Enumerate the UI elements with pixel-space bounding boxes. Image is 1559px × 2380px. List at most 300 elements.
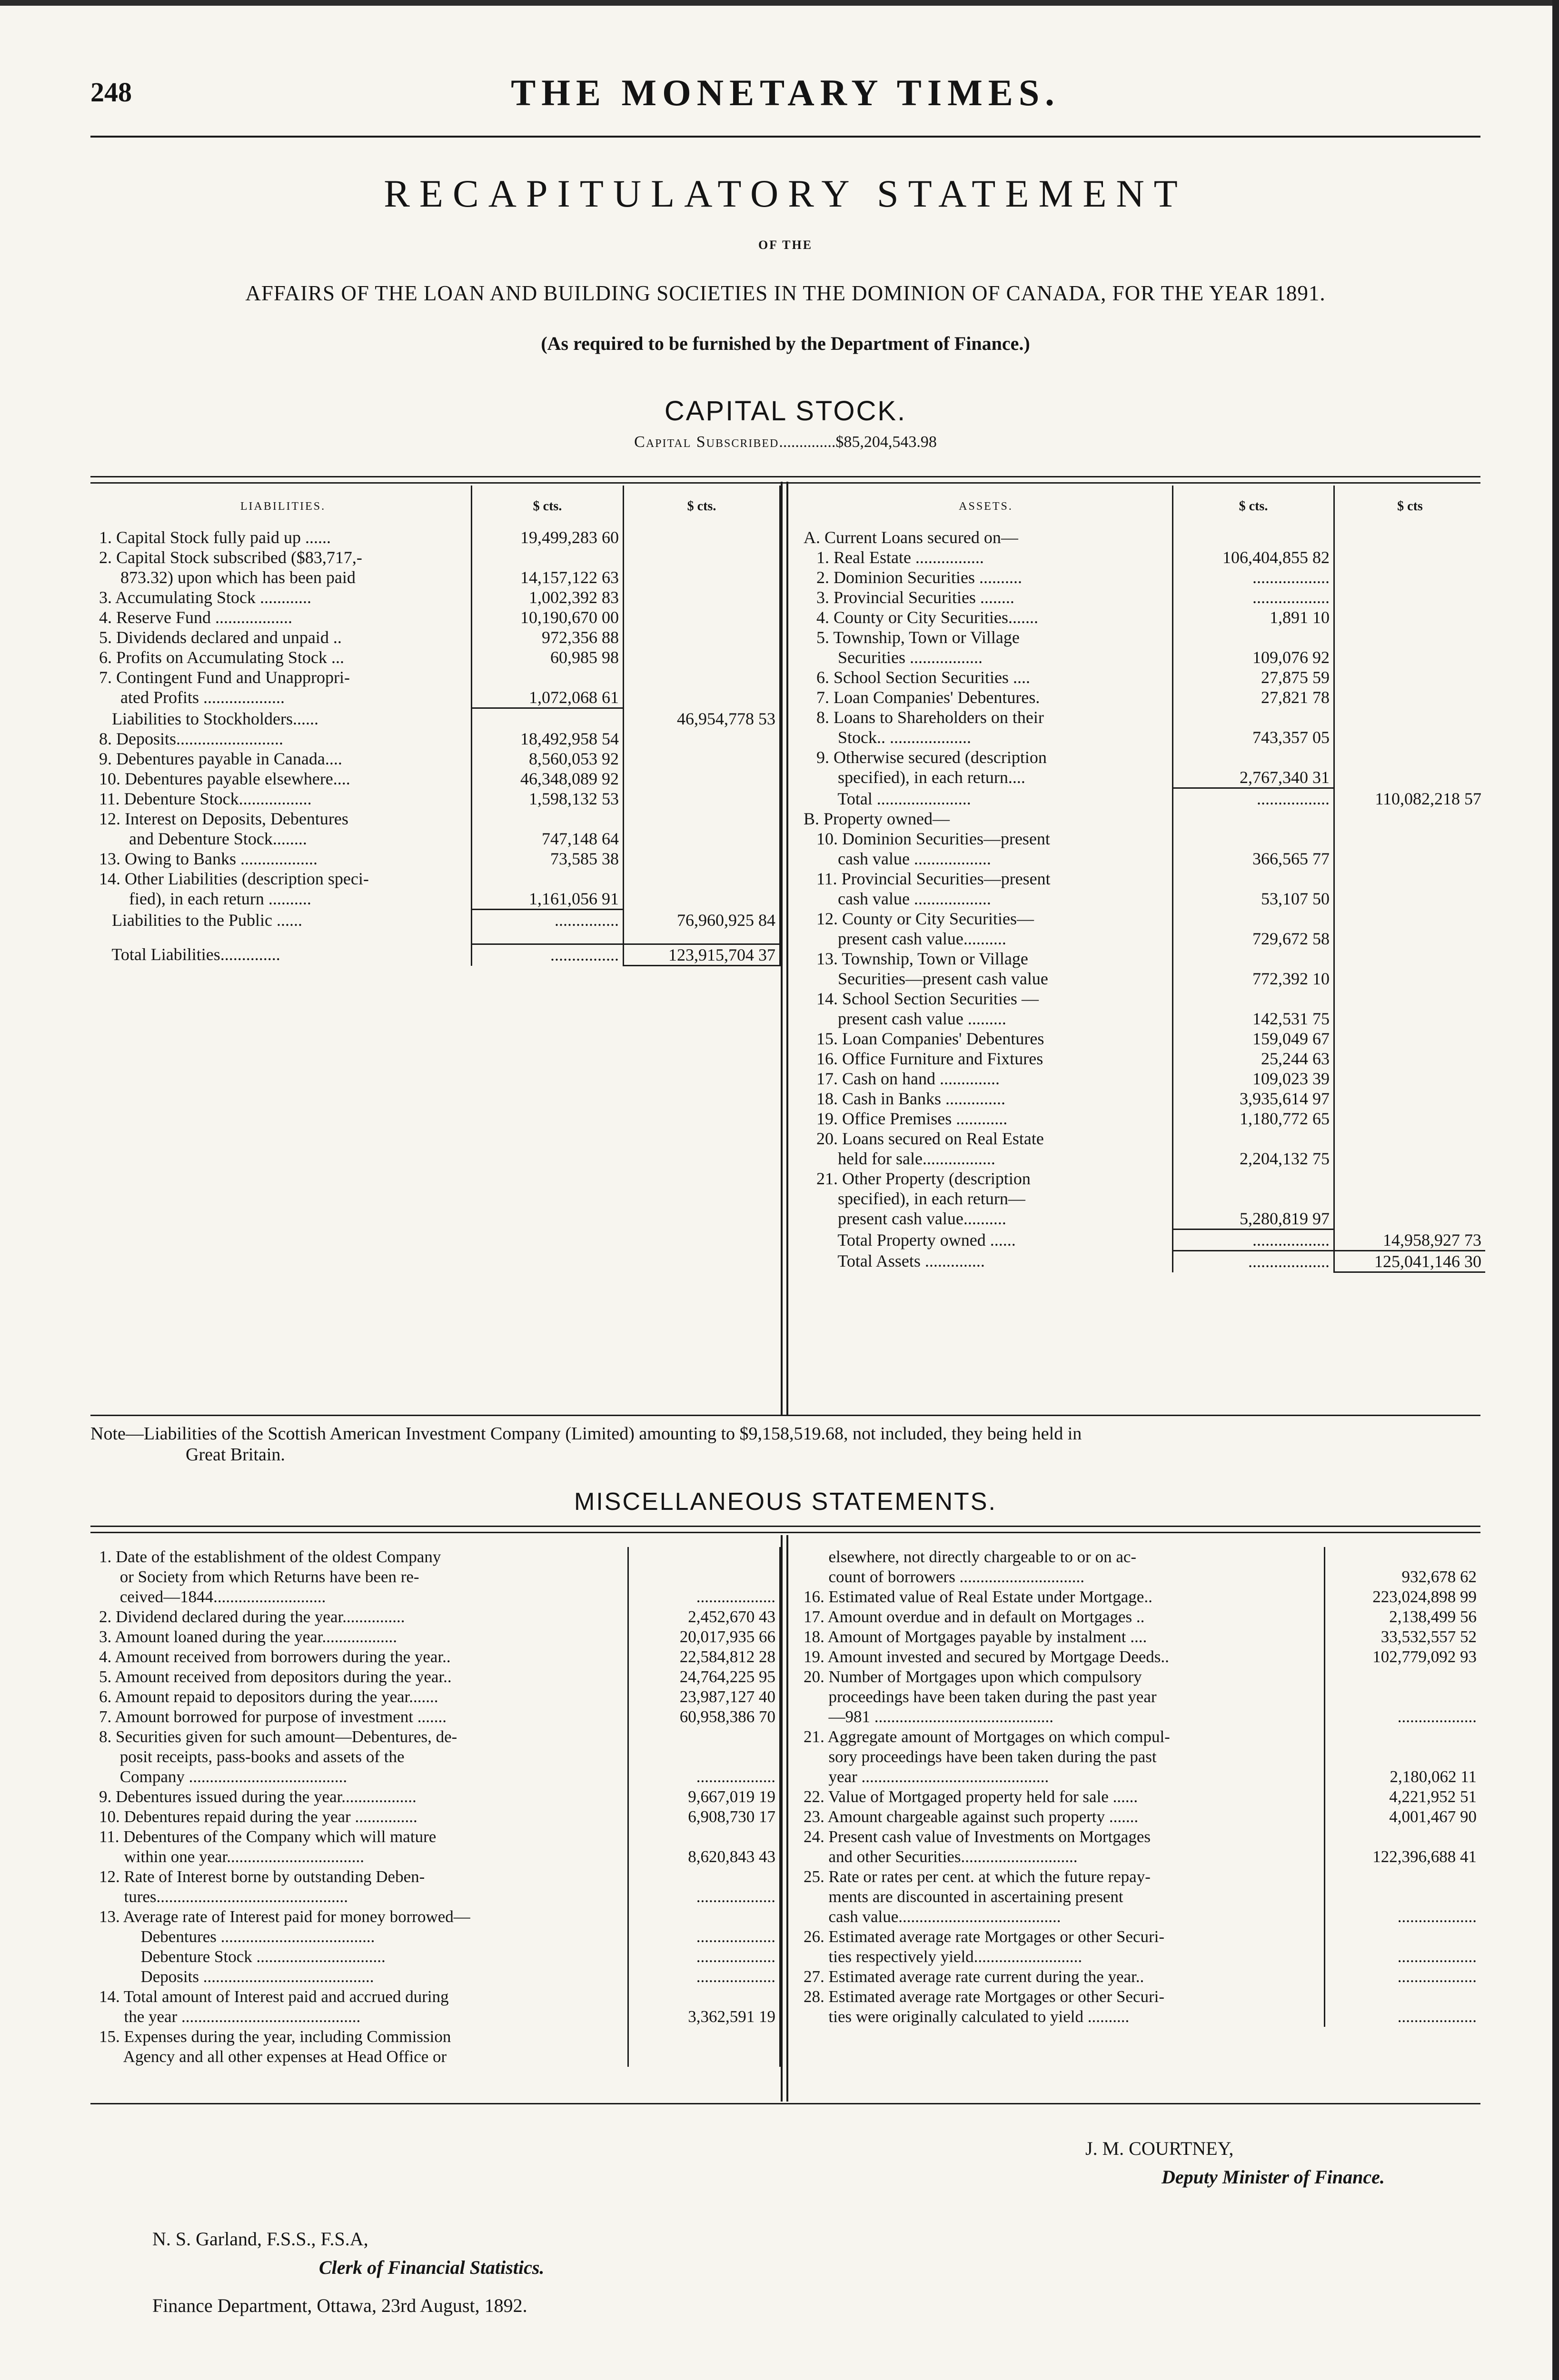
asset-row bbox=[800, 889, 1485, 909]
liability-value-1: 1,002,392 83 bbox=[472, 587, 624, 607]
asset-value-2 bbox=[1334, 607, 1486, 627]
asset-value-1 bbox=[1173, 527, 1334, 547]
asset-row bbox=[800, 789, 1485, 809]
asset-label: 5. Township, Town or Village bbox=[804, 628, 1020, 647]
asset-value-2 bbox=[1334, 707, 1486, 727]
misc-right-value: 2,180,062 11 bbox=[1325, 1767, 1481, 1787]
asset-row bbox=[800, 727, 1485, 747]
asset-row bbox=[800, 929, 1485, 949]
misc-right-label: 17. Amount overdue and in default on Mortgages .. bbox=[804, 1607, 1145, 1626]
misc-left-row bbox=[95, 1907, 780, 1927]
misc-left-label: 10. Debentures repaid during the year ............... bbox=[99, 1807, 417, 1826]
misc-left-value bbox=[628, 1747, 780, 1767]
misc-center-divider bbox=[781, 1535, 783, 2102]
misc-right-value bbox=[1325, 1747, 1481, 1767]
asset-label: Total Property owned ...... bbox=[804, 1230, 1016, 1250]
misc-right-row bbox=[800, 1987, 1480, 2007]
misc-left-label: Agency and all other expenses at Head Office or bbox=[99, 2047, 447, 2066]
asset-value-2 bbox=[1334, 527, 1486, 547]
asset-row bbox=[800, 1109, 1485, 1129]
misc-right-row bbox=[800, 1907, 1480, 1927]
misc-left-value: 3,362,591 19 bbox=[628, 2007, 780, 2027]
liability-row bbox=[95, 889, 780, 910]
asset-value-2 bbox=[1334, 547, 1486, 567]
misc-left-label: 14. Total amount of Interest paid and accrued during bbox=[99, 1987, 449, 2006]
asset-row bbox=[800, 1189, 1485, 1209]
page-number: 248 bbox=[90, 77, 132, 108]
page-top-border bbox=[0, 0, 1559, 6]
liability-value-2 bbox=[624, 769, 780, 789]
liability-value-2 bbox=[624, 869, 780, 889]
misc-left-label: 1. Date of the establishment of the oldest Company bbox=[99, 1547, 441, 1566]
misc-left-value bbox=[628, 1867, 780, 1887]
asset-value-2 bbox=[1334, 809, 1486, 829]
misc-right-row bbox=[800, 1547, 1480, 1567]
misc-right-value bbox=[1325, 1867, 1481, 1887]
misc-left-value bbox=[628, 2047, 780, 2067]
center-column-divider-2 bbox=[786, 482, 788, 1415]
asset-value-2 bbox=[1334, 909, 1486, 929]
asset-row bbox=[800, 607, 1485, 627]
liability-row bbox=[95, 607, 780, 627]
misc-right-value: 33,532,557 52 bbox=[1325, 1627, 1481, 1647]
asset-value-1 bbox=[1173, 809, 1334, 829]
liability-value-2: 76,960,925 84 bbox=[624, 910, 780, 930]
page-right-edge bbox=[1552, 0, 1559, 2380]
misc-left-label: 15. Expenses during the year, including Commission bbox=[99, 2027, 451, 2046]
misc-left-label: Deposits ......................................... bbox=[99, 1967, 374, 1986]
misc-left-row bbox=[95, 1887, 780, 1907]
asset-row bbox=[800, 547, 1485, 567]
asset-row bbox=[800, 587, 1485, 607]
misc-left-label: 3. Amount loaned during the year.................. bbox=[99, 1627, 397, 1646]
liability-row bbox=[95, 789, 780, 809]
liability-value-1: 972,356 88 bbox=[472, 627, 624, 647]
asset-value-1: 743,357 05 bbox=[1173, 727, 1334, 747]
liabilities-header-row bbox=[95, 486, 780, 527]
misc-right-value bbox=[1325, 1687, 1481, 1707]
page-header bbox=[90, 71, 1480, 124]
liability-row bbox=[95, 769, 780, 789]
misc-right-label: ties were originally calculated to yield .......... bbox=[804, 2007, 1130, 2026]
misc-right-row bbox=[800, 1747, 1480, 1767]
asset-label: 9. Otherwise secured (description bbox=[804, 748, 1047, 767]
liabilities-total-label: Total Liabilities.............. bbox=[99, 944, 280, 964]
asset-label: Securities—present cash value bbox=[804, 969, 1048, 988]
asset-value-2 bbox=[1334, 767, 1486, 788]
misc-left-row bbox=[95, 2007, 780, 2027]
liability-label: 10. Debentures payable elsewhere.... bbox=[99, 769, 350, 788]
liabilities-total-row bbox=[95, 944, 780, 966]
misc-left-value: ................... bbox=[628, 1767, 780, 1787]
liability-label: 2. Capital Stock subscribed ($83,717,- bbox=[99, 548, 362, 567]
asset-row bbox=[800, 767, 1485, 788]
misc-right-value bbox=[1325, 1827, 1481, 1847]
liability-value-2 bbox=[624, 829, 780, 849]
asset-value-2 bbox=[1334, 989, 1486, 1009]
misc-right-row bbox=[800, 1867, 1480, 1887]
asset-value-2 bbox=[1334, 829, 1486, 849]
asset-label: 13. Township, Town or Village bbox=[804, 949, 1028, 968]
liability-label: 13. Owing to Banks .................. bbox=[99, 849, 318, 868]
liability-row bbox=[95, 849, 780, 869]
asset-label: 18. Cash in Banks .............. bbox=[804, 1089, 1006, 1108]
misc-right-label: 21. Aggregate amount of Mortgages on which compul- bbox=[804, 1727, 1170, 1746]
misc-left-row bbox=[95, 1847, 780, 1867]
liability-label: 9. Debentures payable in Canada.... bbox=[99, 749, 342, 768]
misc-left-row bbox=[95, 1807, 780, 1827]
asset-value-2 bbox=[1334, 1129, 1486, 1149]
liability-value-2 bbox=[624, 647, 780, 667]
misc-left-value bbox=[628, 1727, 780, 1747]
misc-left-row bbox=[95, 1727, 780, 1747]
misc-left-value: 6,908,730 17 bbox=[628, 1807, 780, 1827]
assets-total-v1: ................... bbox=[1173, 1251, 1334, 1272]
asset-value-2 bbox=[1334, 627, 1486, 647]
masthead-rule bbox=[90, 136, 1480, 138]
liability-row bbox=[95, 749, 780, 769]
liability-label: 6. Profits on Accumulating Stock ... bbox=[99, 648, 344, 667]
capital-stock-title: CAPITAL STOCK. bbox=[664, 396, 907, 426]
misc-right-row bbox=[800, 1947, 1480, 1967]
misc-right-label: sory proceedings have been taken during the past bbox=[804, 1747, 1157, 1766]
asset-value-1: 109,023 39 bbox=[1173, 1069, 1334, 1089]
center-column-divider bbox=[781, 482, 783, 1415]
misc-left-value: ................... bbox=[628, 1947, 780, 1967]
liability-value-1 bbox=[472, 809, 624, 829]
liability-value-1: 10,190,670 00 bbox=[472, 607, 624, 627]
liabilities-table bbox=[95, 486, 781, 966]
asset-row bbox=[800, 1169, 1485, 1189]
misc-left-value: 22,584,812 28 bbox=[628, 1647, 780, 1667]
asset-value-2 bbox=[1334, 647, 1486, 667]
misc-left-label: Debenture Stock ............................... bbox=[99, 1947, 386, 1966]
asset-value-2 bbox=[1334, 1209, 1486, 1230]
assets-total-v2: 125,041,146 30 bbox=[1334, 1251, 1486, 1272]
misc-left-value bbox=[628, 2027, 780, 2047]
liability-value-2 bbox=[624, 809, 780, 829]
misc-left-value: ................... bbox=[628, 1967, 780, 1987]
liability-label: and Debenture Stock........ bbox=[99, 829, 307, 848]
asset-label: 7. Loan Companies' Debentures. bbox=[804, 688, 1040, 707]
misc-left-value: ................... bbox=[628, 1587, 780, 1607]
asset-label: 3. Provincial Securities ........ bbox=[804, 588, 1014, 607]
misc-right-row bbox=[800, 1667, 1480, 1687]
liability-value-1: 73,585 38 bbox=[472, 849, 624, 869]
liability-value-2 bbox=[624, 889, 780, 910]
asset-value-2 bbox=[1334, 1109, 1486, 1129]
asset-value-1 bbox=[1173, 989, 1334, 1009]
asset-row bbox=[800, 829, 1485, 849]
liability-value-2 bbox=[624, 567, 780, 587]
asset-value-2 bbox=[1334, 727, 1486, 747]
misc-left-value bbox=[628, 1547, 780, 1567]
asset-value-2 bbox=[1334, 1069, 1486, 1089]
misc-right-value: ................... bbox=[1325, 1967, 1481, 1987]
liability-value-1: 1,598,132 53 bbox=[472, 789, 624, 809]
misc-right-value: 932,678 62 bbox=[1325, 1567, 1481, 1587]
asset-value-1 bbox=[1173, 627, 1334, 647]
misc-right-label: 23. Amount chargeable against such property ....... bbox=[804, 1807, 1139, 1826]
misc-left-value: 9,667,019 19 bbox=[628, 1787, 780, 1807]
asset-label: cash value .................. bbox=[804, 889, 991, 908]
misc-right-label: 28. Estimated average rate Mortgages or other Securi- bbox=[804, 1987, 1165, 2006]
asset-label: B. Property owned— bbox=[804, 809, 950, 828]
misc-right-row bbox=[800, 1847, 1480, 1867]
liability-row bbox=[95, 869, 780, 889]
liabilities-col1-header: $ cts. bbox=[472, 486, 624, 527]
asset-value-1: 109,076 92 bbox=[1173, 647, 1334, 667]
asset-label: present cash value.......... bbox=[804, 929, 1006, 948]
asset-value-2 bbox=[1334, 1029, 1486, 1049]
misc-left-row bbox=[95, 1927, 780, 1947]
misc-left-value: ................... bbox=[628, 1887, 780, 1907]
misc-left-row bbox=[95, 1967, 780, 1987]
liability-row bbox=[95, 567, 780, 587]
misc-right-value: 4,001,467 90 bbox=[1325, 1807, 1481, 1827]
liability-value-1: 1,072,068 61 bbox=[472, 687, 624, 708]
asset-value-1: 3,935,614 97 bbox=[1173, 1089, 1334, 1109]
liabilities-header: LIABILITIES. bbox=[240, 500, 326, 513]
misc-left-value bbox=[628, 1987, 780, 2007]
asset-row bbox=[800, 989, 1485, 1009]
liability-label: 4. Reserve Fund .................. bbox=[99, 608, 292, 627]
liability-row bbox=[95, 527, 780, 547]
asset-label: present cash value.......... bbox=[804, 1209, 1006, 1228]
misc-left-label: within one year................................. bbox=[99, 1847, 365, 1866]
misc-bottom-rule bbox=[90, 2103, 1480, 2104]
asset-value-1 bbox=[1173, 1169, 1334, 1189]
misc-right-row bbox=[800, 1767, 1480, 1787]
statement-subtitle: AFFAIRS OF THE LOAN AND BUILDING SOCIETIES IN THE DOMINION OF CANADA, FOR THE YEAR 1891. bbox=[245, 281, 1326, 305]
liability-value-1: 18,492,958 54 bbox=[472, 729, 624, 749]
misc-right-value bbox=[1325, 1667, 1481, 1687]
asset-value-2 bbox=[1334, 849, 1486, 869]
misc-left-value: 60,958,386 70 bbox=[628, 1707, 780, 1727]
asset-value-1: 27,875 59 bbox=[1173, 667, 1334, 687]
assets-header-row bbox=[800, 486, 1485, 527]
misc-right-value: 4,221,952 51 bbox=[1325, 1787, 1481, 1807]
liability-label: 14. Other Liabilities (description speci- bbox=[99, 869, 369, 888]
liability-label: fied), in each return .......... bbox=[99, 889, 311, 908]
signature-courtney: J. M. COURTNEY, bbox=[1085, 2138, 1234, 2159]
asset-row bbox=[800, 1009, 1485, 1029]
liability-value-2 bbox=[624, 729, 780, 749]
misc-right-value bbox=[1325, 1547, 1481, 1567]
misc-left-row bbox=[95, 1827, 780, 1847]
misc-right-row bbox=[800, 1807, 1480, 1827]
liability-value-1 bbox=[472, 547, 624, 567]
misc-left-value: 23,987,127 40 bbox=[628, 1687, 780, 1707]
misc-left-label: 4. Amount received from borrowers during the year.. bbox=[99, 1647, 451, 1666]
misc-left-label: 11. Debentures of the Company which will mature bbox=[99, 1827, 437, 1846]
misc-left-label: or Society from which Returns have been re- bbox=[99, 1567, 419, 1586]
misc-right-label: cash value....................................... bbox=[804, 1907, 1061, 1926]
asset-label: Securities ................. bbox=[804, 648, 983, 667]
asset-row bbox=[800, 909, 1485, 929]
misc-left-row bbox=[95, 1667, 780, 1687]
misc-right-row bbox=[800, 1707, 1480, 1727]
asset-value-1: 142,531 75 bbox=[1173, 1009, 1334, 1029]
misc-left-label: Debentures ..................................... bbox=[99, 1927, 375, 1946]
misc-top-rule bbox=[90, 1526, 1480, 1533]
liability-value-2 bbox=[624, 587, 780, 607]
misc-left-label: 5. Amount received from depositors during the year.. bbox=[99, 1667, 452, 1686]
liability-label: 3. Accumulating Stock ............ bbox=[99, 588, 311, 607]
note-line-1: Note—Liabilities of the Scottish American Investment Company (Limited) amounting to $9,158,519.68, not included, they being held in bbox=[90, 1424, 1082, 1444]
asset-label: 12. County or City Securities— bbox=[804, 909, 1034, 928]
misc-left-row bbox=[95, 1627, 780, 1647]
liability-label: 12. Interest on Deposits, Debentures bbox=[99, 809, 348, 828]
asset-label: specified), in each return.... bbox=[804, 768, 1025, 787]
asset-value-1: 1,891 10 bbox=[1173, 607, 1334, 627]
asset-value-2 bbox=[1334, 949, 1486, 969]
misc-right-row bbox=[800, 2007, 1480, 2027]
capital-subscribed-label: Capital Subscribed bbox=[634, 433, 779, 451]
asset-label: 17. Cash on hand .............. bbox=[804, 1069, 1000, 1088]
misc-center-divider-2 bbox=[786, 1535, 788, 2102]
asset-value-1: .................. bbox=[1173, 587, 1334, 607]
asset-value-1 bbox=[1173, 707, 1334, 727]
liabilities-total-v2: 123,915,704 37 bbox=[624, 944, 780, 966]
assets-header: ASSETS. bbox=[959, 500, 1013, 513]
misc-left-row bbox=[95, 1707, 780, 1727]
asset-value-2 bbox=[1334, 869, 1486, 889]
misc-right-row bbox=[800, 1607, 1480, 1627]
signature-courtney-title: Deputy Minister of Finance. bbox=[1162, 2166, 1385, 2188]
asset-label: cash value .................. bbox=[804, 849, 991, 868]
misc-left-row bbox=[95, 2027, 780, 2047]
asset-value-1 bbox=[1173, 1189, 1334, 1209]
asset-label: 19. Office Premises ............ bbox=[804, 1109, 1008, 1128]
asset-value-1 bbox=[1173, 949, 1334, 969]
liability-label: Liabilities to Stockholders...... bbox=[99, 709, 318, 728]
misc-left-row bbox=[95, 1547, 780, 1567]
misc-right-value: ................... bbox=[1325, 1907, 1481, 1927]
liability-row bbox=[95, 910, 780, 930]
misc-left-label: the year ........................................... bbox=[99, 2007, 361, 2026]
misc-left-label: 13. Average rate of Interest paid for money borrowed— bbox=[99, 1907, 470, 1926]
asset-label: 6. School Section Securities .... bbox=[804, 668, 1030, 687]
asset-row bbox=[800, 1089, 1485, 1109]
asset-value-2 bbox=[1334, 969, 1486, 989]
asset-value-2 bbox=[1334, 747, 1486, 767]
liabilities-col2-header: $ cts. bbox=[624, 486, 780, 527]
misc-right-label: —981 ........................................... bbox=[804, 1707, 1053, 1726]
asset-label: present cash value ......... bbox=[804, 1009, 1006, 1028]
liability-label: Liabilities to the Public ...... bbox=[99, 911, 302, 930]
capital-subscribed-value: ..............$85,204,543.98 bbox=[779, 433, 937, 451]
misc-left-label: 6. Amount repaid to depositors during the year....... bbox=[99, 1687, 438, 1706]
liability-value-1: 8,560,053 92 bbox=[472, 749, 624, 769]
misc-left-label: ceived—1844........................... bbox=[99, 1587, 326, 1606]
asset-row bbox=[800, 869, 1485, 889]
asset-value-1: 1,180,772 65 bbox=[1173, 1109, 1334, 1129]
misc-left-value bbox=[628, 1567, 780, 1587]
liability-label: 5. Dividends declared and unpaid .. bbox=[99, 628, 342, 647]
misc-right-label: ments are discounted in ascertaining present bbox=[804, 1887, 1123, 1906]
misc-right-row bbox=[800, 1967, 1480, 1987]
misc-left-table bbox=[95, 1547, 781, 2067]
misc-right-value bbox=[1325, 1927, 1481, 1947]
liability-row bbox=[95, 547, 780, 567]
asset-row bbox=[800, 567, 1485, 587]
liability-label: 11. Debenture Stock................. bbox=[99, 789, 312, 808]
asset-value-1: 53,107 50 bbox=[1173, 889, 1334, 909]
assets-table bbox=[800, 486, 1485, 1273]
asset-label: 20. Loans secured on Real Estate bbox=[804, 1129, 1044, 1148]
asset-row bbox=[800, 1129, 1485, 1149]
assets-total-label: Total Assets .............. bbox=[804, 1251, 985, 1270]
asset-row bbox=[800, 1049, 1485, 1069]
asset-row bbox=[800, 687, 1485, 707]
misc-left-row bbox=[95, 1767, 780, 1787]
misc-left-label: 12. Rate of Interest borne by outstanding Deben- bbox=[99, 1867, 425, 1886]
asset-label: held for sale................. bbox=[804, 1149, 995, 1168]
asset-value-2 bbox=[1334, 1089, 1486, 1109]
asset-label: 8. Loans to Shareholders on their bbox=[804, 708, 1044, 727]
asset-row bbox=[800, 647, 1485, 667]
liability-row bbox=[95, 647, 780, 667]
asset-value-1: .................. bbox=[1173, 567, 1334, 587]
asset-label: 14. School Section Securities — bbox=[804, 989, 1039, 1008]
asset-label: 2. Dominion Securities .......... bbox=[804, 568, 1022, 587]
asset-value-1 bbox=[1173, 747, 1334, 767]
asset-value-1: ................. bbox=[1173, 789, 1334, 809]
misc-right-row bbox=[800, 1787, 1480, 1807]
asset-row bbox=[800, 849, 1485, 869]
table-top-rule bbox=[90, 476, 1480, 484]
asset-row bbox=[800, 1149, 1485, 1169]
misc-right-label: and other Securities............................ bbox=[804, 1847, 1078, 1866]
misc-left-row bbox=[95, 1747, 780, 1767]
asset-row bbox=[800, 949, 1485, 969]
assets-col1-header: $ cts. bbox=[1173, 486, 1334, 527]
misc-left-row bbox=[95, 1987, 780, 2007]
misc-left-value: 8,620,843 43 bbox=[628, 1847, 780, 1867]
misc-left-label: 8. Securities given for such amount—Debentures, de- bbox=[99, 1727, 457, 1746]
misc-right-value: ................... bbox=[1325, 1707, 1481, 1727]
masthead: THE MONETARY TIMES. bbox=[511, 72, 1060, 113]
asset-label: A. Current Loans secured on— bbox=[804, 528, 1018, 547]
liability-value-1: 14,157,122 63 bbox=[472, 567, 624, 587]
misc-right-value: ................... bbox=[1325, 1947, 1481, 1967]
misc-right-row bbox=[800, 1927, 1480, 1947]
liability-row bbox=[95, 667, 780, 687]
asset-row bbox=[800, 747, 1485, 767]
asset-label: 4. County or City Securities....... bbox=[804, 608, 1038, 627]
misc-right-label: 26. Estimated average rate Mortgages or other Securi- bbox=[804, 1927, 1165, 1946]
asset-value-2 bbox=[1334, 687, 1486, 707]
liability-row bbox=[95, 829, 780, 849]
liability-value-2 bbox=[624, 749, 780, 769]
liability-value-1: 747,148 64 bbox=[472, 829, 624, 849]
asset-value-1: 366,565 77 bbox=[1173, 849, 1334, 869]
misc-left-label: Company ...................................... bbox=[99, 1767, 348, 1786]
place-date: Finance Department, Ottawa, 23rd August, 1892. bbox=[152, 2295, 527, 2316]
misc-right-row bbox=[800, 1567, 1480, 1587]
liability-value-2 bbox=[624, 687, 780, 708]
misc-left-row bbox=[95, 1587, 780, 1607]
misc-left-row bbox=[95, 1687, 780, 1707]
asset-row bbox=[800, 667, 1485, 687]
misc-right-label: 22. Value of Mortgaged property held for sale ...... bbox=[804, 1787, 1138, 1806]
liabilities-total-v1: ................ bbox=[472, 944, 624, 966]
asset-value-1: 106,404,855 82 bbox=[1173, 547, 1334, 567]
asset-value-1: 729,672 58 bbox=[1173, 929, 1334, 949]
liability-value-1: ............... bbox=[472, 910, 624, 930]
assets-col2-header: $ cts bbox=[1334, 486, 1486, 527]
